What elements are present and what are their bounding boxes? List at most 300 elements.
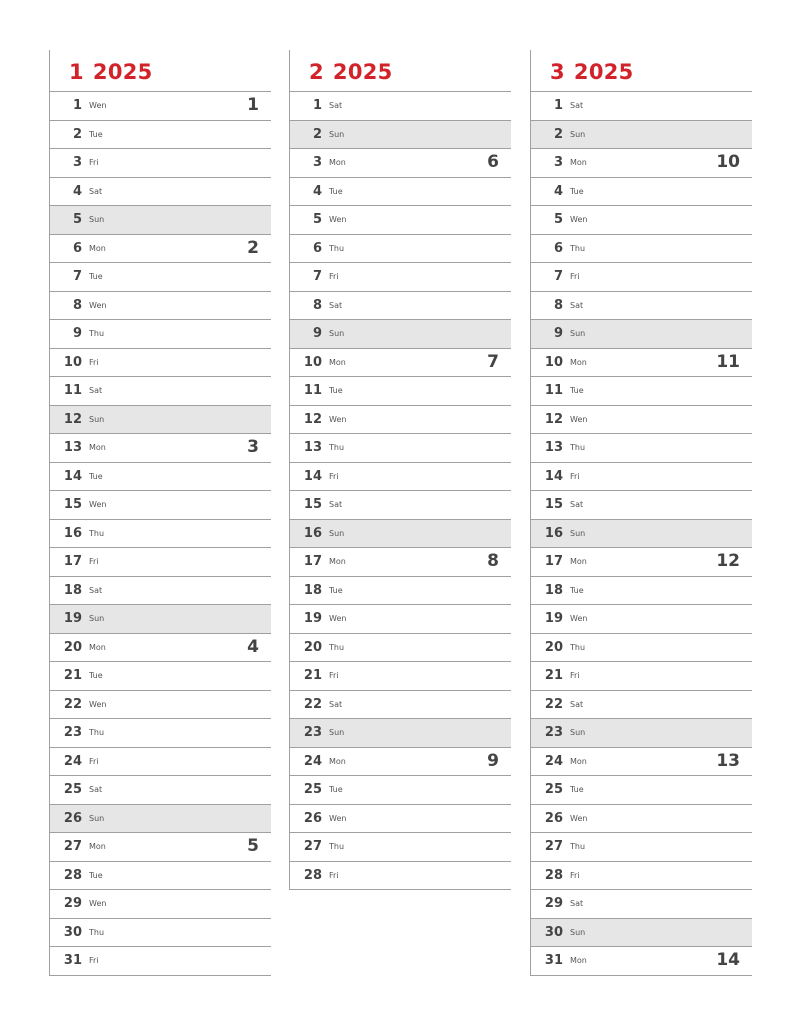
day-number: 16 (544, 525, 563, 541)
month-title (309, 60, 393, 84)
day-row (290, 548, 511, 577)
day-row (50, 463, 271, 492)
day-row (531, 719, 752, 748)
weekday-name: Wen (570, 215, 588, 224)
day-number: 17 (63, 554, 82, 569)
day-number: 4 (72, 183, 82, 199)
week-number: 4 (247, 636, 259, 657)
weekday-name: Mon (570, 557, 587, 566)
day-number: 1 (553, 98, 563, 113)
day-number: 7 (312, 269, 322, 284)
month-number: 2 (309, 60, 324, 84)
day-list (531, 92, 752, 976)
week-number: 14 (716, 950, 740, 970)
weekday-name: Wen (329, 215, 347, 224)
day-number: 3 (553, 155, 563, 170)
week-number: 8 (487, 551, 499, 571)
day-row (50, 719, 271, 748)
day-number: 27 (303, 839, 322, 854)
day-number: 11 (303, 383, 322, 398)
day-number: 18 (544, 582, 563, 598)
weekday-name: Sun (570, 329, 586, 338)
day-row (50, 149, 271, 178)
day-number: 10 (63, 354, 82, 370)
week-number: 6 (487, 152, 499, 172)
day-number: 17 (303, 554, 322, 569)
weekday-name: Sat (570, 101, 584, 110)
day-row (531, 890, 752, 919)
weekday-name: Thu (329, 243, 345, 253)
day-row (50, 548, 271, 577)
day-row (531, 776, 752, 805)
day-row (290, 349, 511, 378)
weekday-name: Thu (89, 528, 105, 538)
day-number: 20 (63, 639, 82, 655)
week-number: 3 (247, 437, 259, 457)
day-row (531, 434, 752, 463)
day-row (531, 605, 752, 634)
day-number: 3 (72, 155, 82, 170)
day-row (290, 92, 511, 121)
day-row (50, 178, 271, 207)
month-year: 2025 (92, 60, 153, 84)
day-row (290, 662, 511, 691)
day-row (50, 434, 271, 463)
day-number: 22 (303, 696, 322, 712)
weekday-name: Wen (329, 813, 347, 823)
day-number: 13 (303, 440, 322, 455)
weekday-name: Mon (89, 243, 106, 253)
day-row (50, 748, 271, 777)
weekday-name: Sat (89, 785, 103, 794)
day-number: 24 (544, 753, 563, 769)
week-number: 11 (716, 351, 740, 372)
day-row (531, 634, 752, 663)
weekday-name: Sat (329, 101, 343, 110)
day-row (531, 548, 752, 577)
day-number: 24 (303, 753, 322, 769)
day-row (531, 833, 752, 862)
day-number: 6 (72, 240, 82, 256)
day-row (50, 491, 271, 520)
day-number: 13 (544, 440, 563, 455)
weekday-name: Wen (89, 699, 107, 709)
day-row (290, 776, 511, 805)
weekday-name: Thu (89, 728, 105, 737)
weekday-name: Sat (89, 585, 103, 595)
weekday-name: Sat (570, 500, 584, 509)
weekday-name: Thu (89, 927, 105, 937)
day-row (531, 320, 752, 349)
day-number: 4 (553, 183, 563, 199)
weekday-name: Thu (570, 443, 586, 452)
day-number: 29 (63, 896, 82, 911)
weekday-name: Fri (89, 756, 99, 766)
week-number: 13 (716, 750, 740, 771)
day-number: 6 (312, 240, 322, 256)
day-row (50, 406, 271, 435)
day-number: 7 (553, 269, 563, 284)
weekday-name: Wen (570, 614, 588, 623)
weekday-name: Tue (570, 186, 584, 196)
day-number: 6 (553, 240, 563, 256)
day-number: 8 (72, 297, 82, 313)
weekday-name: Fri (329, 870, 339, 880)
day-list (290, 92, 511, 890)
weekday-name: Tue (89, 272, 103, 281)
day-number: 8 (312, 297, 322, 313)
weekday-name: Fri (329, 671, 339, 680)
weekday-name: Fri (89, 158, 99, 167)
day-row (290, 577, 511, 606)
weekday-name: Wen (89, 101, 107, 110)
day-number: 12 (303, 411, 322, 427)
weekday-name: Tue (89, 471, 103, 481)
day-number: 14 (303, 468, 322, 484)
weekday-name: Mon (89, 443, 106, 452)
weekday-name: Fri (570, 870, 580, 880)
day-row (50, 377, 271, 406)
day-number: 19 (63, 611, 82, 626)
day-row (290, 463, 511, 492)
day-number: 26 (303, 810, 322, 826)
day-row (290, 320, 511, 349)
day-row (531, 92, 752, 121)
month-year: 2025 (573, 60, 634, 84)
day-number: 20 (544, 639, 563, 655)
day-row (531, 691, 752, 720)
day-row (50, 662, 271, 691)
day-row (50, 947, 271, 976)
weekday-name: Wen (570, 414, 588, 424)
weekday-name: Mon (570, 756, 587, 766)
day-number: 12 (544, 411, 563, 427)
day-number: 8 (553, 297, 563, 313)
weekday-name: Sun (329, 528, 345, 538)
weekday-name: Sat (329, 699, 343, 709)
day-number: 31 (63, 953, 82, 968)
day-row (531, 263, 752, 292)
day-number: 7 (72, 269, 82, 284)
weekday-name: Thu (329, 443, 345, 452)
day-number: 21 (544, 668, 563, 683)
week-number: 7 (487, 351, 499, 372)
day-number: 24 (63, 753, 82, 769)
day-row (290, 406, 511, 435)
weekday-name: Sun (89, 414, 105, 424)
day-number: 5 (553, 212, 563, 227)
day-number: 4 (312, 183, 322, 199)
day-row (50, 206, 271, 235)
day-row (290, 833, 511, 862)
weekday-name: Tue (329, 386, 343, 395)
weekday-name: Sun (570, 129, 586, 139)
day-number: 25 (303, 782, 322, 797)
day-row (50, 320, 271, 349)
day-number: 23 (63, 725, 82, 740)
day-row (50, 349, 271, 378)
day-number: 25 (544, 782, 563, 797)
day-row (531, 491, 752, 520)
weekday-name: Fri (570, 471, 580, 481)
weekday-name: Wen (89, 300, 107, 310)
day-number: 1 (72, 98, 82, 113)
day-row (290, 263, 511, 292)
day-row (531, 463, 752, 492)
day-number: 16 (63, 525, 82, 541)
day-row (50, 292, 271, 321)
weekday-name: Fri (89, 357, 99, 367)
day-number: 5 (72, 212, 82, 227)
day-number: 5 (312, 212, 322, 227)
day-row (531, 406, 752, 435)
day-number: 16 (303, 525, 322, 541)
weekday-name: Tue (89, 870, 103, 880)
day-row (50, 805, 271, 834)
day-number: 9 (72, 326, 82, 341)
week-number: 5 (247, 836, 259, 856)
weekday-name: Tue (329, 585, 343, 595)
day-number: 14 (63, 468, 82, 484)
day-row (531, 805, 752, 834)
weekday-name: Wen (570, 813, 588, 823)
day-row (290, 634, 511, 663)
day-row (531, 947, 752, 976)
weekday-name: Sun (329, 129, 345, 139)
weekday-name: Sun (570, 528, 586, 538)
day-row (531, 235, 752, 264)
day-number: 10 (303, 354, 322, 370)
day-row (290, 491, 511, 520)
day-row (531, 377, 752, 406)
day-row (50, 862, 271, 891)
day-number: 28 (544, 867, 563, 883)
day-number: 11 (544, 383, 563, 398)
weekday-name: Fri (89, 956, 99, 965)
day-number: 27 (63, 839, 82, 854)
day-row (531, 577, 752, 606)
day-row (531, 748, 752, 777)
week-number: 10 (716, 152, 740, 172)
day-number: 18 (63, 582, 82, 598)
day-row (290, 748, 511, 777)
month-column-january (49, 50, 271, 976)
month-year: 2025 (332, 60, 393, 84)
day-row (290, 691, 511, 720)
day-row (531, 178, 752, 207)
day-row (531, 206, 752, 235)
day-number: 28 (303, 867, 322, 883)
day-number: 15 (303, 497, 322, 512)
weekday-name: Thu (89, 329, 105, 338)
weekday-name: Tue (570, 585, 584, 595)
week-number: 2 (247, 237, 259, 258)
weekday-name: Thu (570, 642, 586, 652)
day-number: 30 (544, 924, 563, 940)
weekday-name: Thu (329, 842, 345, 851)
weekday-name: Thu (329, 642, 345, 652)
weekday-name: Mon (89, 642, 106, 652)
weekday-name: Mon (329, 357, 346, 367)
day-row (531, 349, 752, 378)
weekday-name: Tue (329, 186, 343, 196)
day-number: 2 (312, 126, 322, 142)
weekday-name: Tue (89, 671, 103, 680)
day-row (50, 776, 271, 805)
day-row (50, 121, 271, 150)
day-number: 18 (303, 582, 322, 598)
weekday-name: Fri (329, 272, 339, 281)
weekday-name: Thu (570, 842, 586, 851)
weekday-name: Sun (89, 215, 105, 224)
month-title (550, 60, 634, 84)
weekday-name: Fri (570, 272, 580, 281)
month-number: 3 (550, 60, 565, 84)
day-number: 15 (544, 497, 563, 512)
weekday-name: Sat (89, 186, 103, 196)
weekday-name: Mon (570, 956, 587, 965)
day-number: 28 (63, 867, 82, 883)
month-header (50, 50, 271, 92)
day-row (290, 235, 511, 264)
day-row (290, 178, 511, 207)
day-number: 10 (544, 354, 563, 370)
weekday-name: Sat (570, 899, 584, 908)
month-column-march (530, 50, 752, 976)
day-row (50, 92, 271, 121)
day-row (50, 890, 271, 919)
weekday-name: Wen (329, 414, 347, 424)
day-number: 3 (312, 155, 322, 170)
weekday-name: Sat (570, 300, 584, 310)
day-number: 26 (63, 810, 82, 826)
day-row (531, 149, 752, 178)
day-number: 9 (553, 326, 563, 341)
month-column-february (289, 50, 511, 890)
weekday-name: Sat (329, 300, 343, 310)
day-row (531, 662, 752, 691)
day-number: 30 (63, 924, 82, 940)
day-row (290, 292, 511, 321)
weekday-name: Sat (329, 500, 343, 509)
day-row (290, 206, 511, 235)
day-number: 17 (544, 554, 563, 569)
weekday-name: Sun (329, 728, 345, 737)
weekday-name: Wen (329, 614, 347, 623)
day-number: 27 (544, 839, 563, 854)
day-row (531, 862, 752, 891)
day-row (50, 263, 271, 292)
day-row (50, 235, 271, 264)
day-number: 19 (544, 611, 563, 626)
weekday-name: Tue (570, 785, 584, 794)
day-row (531, 520, 752, 549)
day-row (290, 520, 511, 549)
weekday-name: Sun (89, 614, 105, 623)
weekday-name: Sun (570, 927, 586, 937)
month-title (69, 60, 153, 84)
day-number: 9 (312, 326, 322, 341)
weekday-name: Mon (570, 158, 587, 167)
weekday-name: Wen (89, 500, 107, 509)
weekday-name: Sat (570, 699, 584, 709)
day-number: 11 (63, 383, 82, 398)
day-row (50, 605, 271, 634)
weekday-name: Mon (89, 842, 106, 851)
weekday-name: Fri (329, 471, 339, 481)
day-row (531, 919, 752, 948)
day-row (290, 121, 511, 150)
month-header (290, 50, 511, 92)
day-number: 23 (303, 725, 322, 740)
day-row (531, 121, 752, 150)
day-number: 2 (72, 126, 82, 142)
day-number: 2 (553, 126, 563, 142)
day-row (50, 520, 271, 549)
day-number: 22 (544, 696, 563, 712)
month-number: 1 (69, 60, 84, 84)
week-number: 12 (716, 551, 740, 571)
day-row (290, 805, 511, 834)
weekday-name: Sun (89, 813, 105, 823)
day-row (290, 434, 511, 463)
day-row (290, 862, 511, 891)
weekday-name: Mon (570, 357, 587, 367)
weekday-name: Sat (89, 386, 103, 395)
weekday-name: Sun (329, 329, 345, 338)
day-row (290, 149, 511, 178)
day-number: 31 (544, 953, 563, 968)
weekday-name: Wen (89, 899, 107, 908)
day-row (290, 719, 511, 748)
day-number: 23 (544, 725, 563, 740)
day-row (290, 377, 511, 406)
weekday-name: Sun (570, 728, 586, 737)
weekday-name: Fri (89, 557, 99, 566)
day-number: 19 (303, 611, 322, 626)
day-number: 14 (544, 468, 563, 484)
day-number: 25 (63, 782, 82, 797)
day-number: 12 (63, 411, 82, 427)
month-header (531, 50, 752, 92)
weekday-name: Thu (570, 243, 586, 253)
day-number: 1 (312, 98, 322, 113)
weekday-name: Mon (329, 158, 346, 167)
day-number: 13 (63, 440, 82, 455)
day-number: 26 (544, 810, 563, 826)
day-number: 20 (303, 639, 322, 655)
day-number: 29 (544, 896, 563, 911)
day-number: 21 (303, 668, 322, 683)
day-number: 15 (63, 497, 82, 512)
weekday-name: Mon (329, 756, 346, 766)
weekday-name: Tue (570, 386, 584, 395)
weekday-name: Fri (570, 671, 580, 680)
day-number: 21 (63, 668, 82, 683)
weekday-name: Tue (329, 785, 343, 794)
weekday-name: Mon (329, 557, 346, 566)
day-row (50, 833, 271, 862)
week-number: 1 (247, 95, 259, 115)
day-row (290, 605, 511, 634)
weekday-name: Tue (89, 129, 103, 139)
day-row (50, 634, 271, 663)
day-row (50, 919, 271, 948)
week-number: 9 (487, 750, 499, 771)
day-row (50, 691, 271, 720)
day-number: 22 (63, 696, 82, 712)
day-row (50, 577, 271, 606)
